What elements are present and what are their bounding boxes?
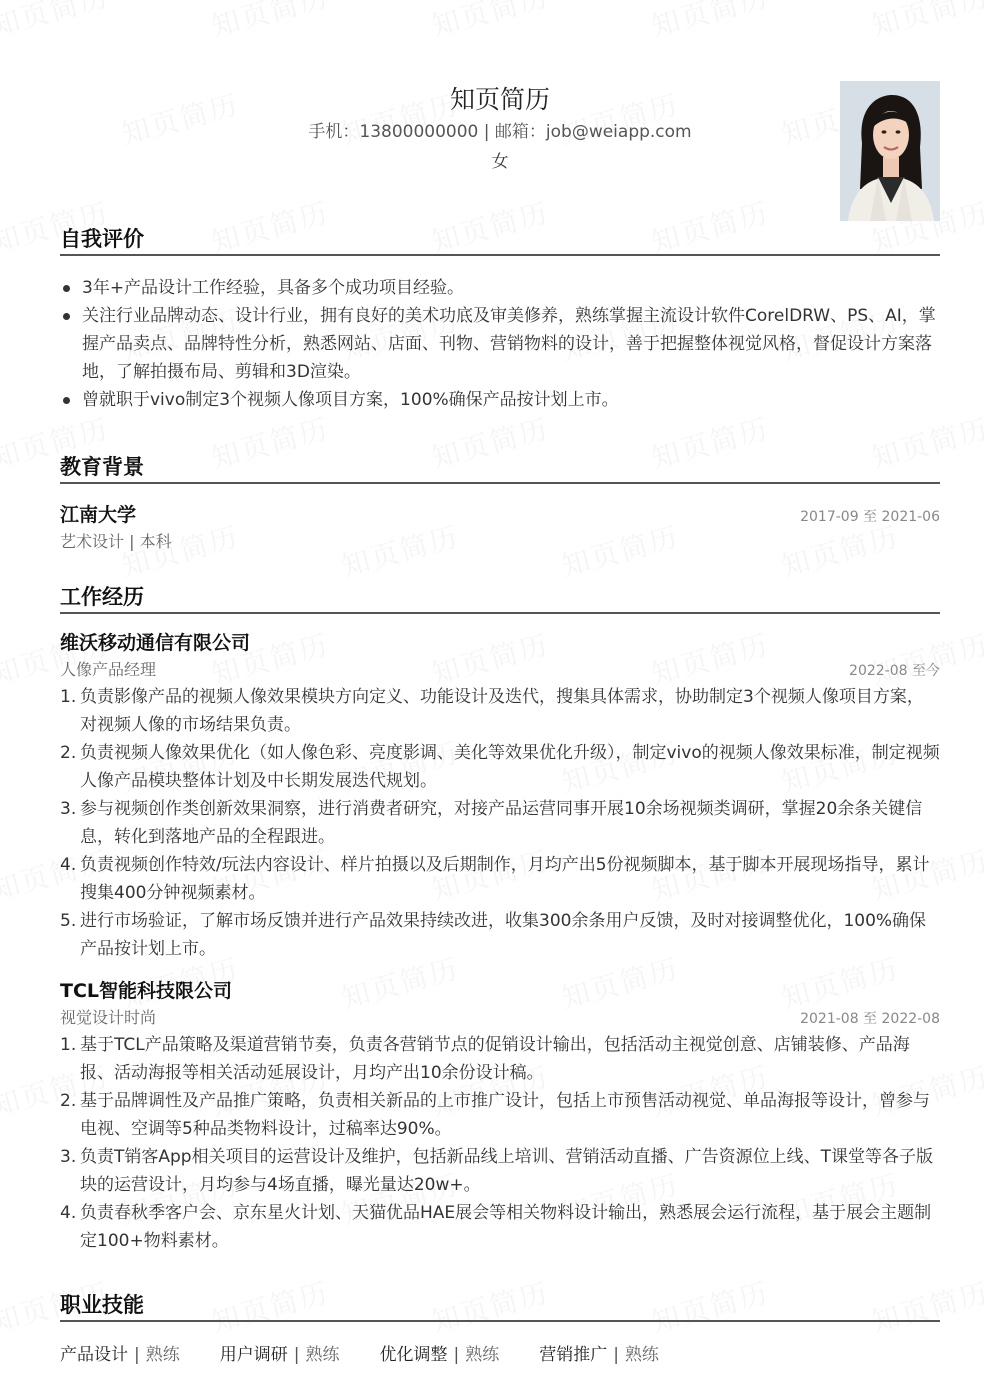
duty-item: 2. 负责视频人像效果优化（如人像色彩、亮度影调、美化等效果优化升级），制定vivo的视频人像效果标准，制定视频人像产品模块整体计划及中长期发展迭代规划。	[60, 743, 940, 791]
duty-list	[60, 683, 940, 963]
duty-item: 1. 负责影像产品的视频人像效果模块方向定义、功能设计及迭代，搜集具体需求，协助制定3个视频人像项目方案，对视频人像的市场结果负责。	[60, 687, 924, 735]
skill-item: 优化调整 | 熟练	[379, 1345, 500, 1365]
school-name: 江南大学	[60, 504, 137, 526]
email-label: 邮箱：	[494, 122, 546, 142]
profile-photo	[840, 81, 940, 221]
job-position: 人像产品经理	[60, 660, 157, 679]
summary-item: 曾就职于vivo制定3个视频人像项目方案，100%确保产品按计划上市。	[60, 386, 940, 414]
education-dates: 2017-09 至 2021-06	[800, 509, 940, 525]
skills-list	[60, 1340, 940, 1365]
duty-item: 3. 参与视频创作类创新效果洞察，进行消费者研究，对接产品运营同事开展10余场视频类调研，掌握20余条关键信息，转化到落地产品的全程跟进。	[60, 799, 923, 847]
education-row	[60, 501, 940, 529]
duty-item: 2. 基于品牌调性及产品推广策略，负责相关新品的上市推广设计，包括上市预售活动视觉、单品海报等设计，曾参与电视、空调等5种品类物料设计，过稿率达90%。	[60, 1091, 930, 1139]
job-meta-row	[60, 657, 940, 683]
phone-value: 13800000000	[359, 122, 479, 142]
work-title: 工作经历	[60, 583, 940, 614]
gender: 女	[491, 152, 509, 172]
phone-label: 手机：	[308, 122, 360, 142]
contact-divider: |	[478, 122, 495, 142]
skills-title: 职业技能	[60, 1291, 940, 1322]
job-position: 视觉设计时尚	[60, 1008, 157, 1027]
contact-line	[60, 117, 940, 142]
duty-item: 4. 负责视频创作特效/玩法内容设计、样片拍摄以及后期制作，月均产出5份视频脚本，基于脚本开展现场指导，累计搜集400分钟视频素材。	[60, 855, 930, 903]
skill-item: 产品设计 | 熟练	[60, 1345, 180, 1365]
candidate-name: 知页简历	[449, 85, 550, 114]
duty-item: 3. 负责T销客App相关项目的运营设计及维护，包括新品线上培训、营销活动直播、广告资源位上线、T课堂等各子版块的运营设计，月均参与4场直播，曝光量达20w+。	[60, 1147, 933, 1195]
portrait-illustration	[840, 81, 940, 221]
summary-item: 3年+产品设计工作经验，具备多个成功项目经验。	[60, 274, 940, 302]
skill-item: 营销推广 | 熟练	[539, 1345, 659, 1365]
education-title: 教育背景	[60, 453, 940, 484]
education-section	[60, 453, 940, 555]
summary-title: 自我评价	[60, 225, 940, 256]
job-dates: 2021-08 至 2022-08	[800, 1011, 940, 1027]
work-section	[60, 583, 940, 1255]
skill-item: 用户调研 | 熟练	[219, 1345, 340, 1365]
job-dates: 2022-08 至今	[849, 663, 940, 679]
skills-section	[60, 1291, 940, 1365]
resume-page	[60, 0, 940, 1365]
summary-section	[60, 225, 940, 414]
duty-item: 4. 负责春秋季客户会、京东星火计划、天猫优品HAE展会等相关物料设计输出，熟悉展会运行流程，基于展会主题制定100+物料素材。	[60, 1203, 932, 1251]
job-meta-row	[60, 1005, 940, 1031]
company-name: 维沃移动通信有限公司	[60, 632, 251, 654]
job-entry	[60, 977, 940, 1255]
email-value: job@weiapp.com	[545, 122, 692, 142]
company-name: TCL智能科技限公司	[60, 980, 233, 1002]
duty-item: 5. 进行市场验证，了解市场反馈并进行产品效果持续改进，收集300余条用户反馈，及时对接调整优化，100%确保产品按计划上市。	[60, 911, 927, 959]
job-entry	[60, 629, 940, 963]
resume-header	[60, 0, 940, 225]
summary-list	[60, 274, 940, 414]
summary-item: 关注行业品牌动态、设计行业，拥有良好的美术功底及审美修养，熟练掌握主流设计软件CorelDRW、PS、AI，掌握产品卖点、品牌特性分析，熟悉网站、店面、刊物、营销物料的设计，善于把握整体视觉风格，督促设计方案落地，了解拍摄布局、剪辑和3D渲染。	[60, 302, 940, 386]
major-degree: 艺术设计 | 本科	[60, 532, 172, 551]
duty-item: 1. 基于TCL产品策略及渠道营销节奏，负责各营销节点的促销设计输出，包括活动主视觉创意、店铺装修、产品海报、活动海报等相关活动延展设计，月均产出10余份设计稿。	[60, 1035, 910, 1083]
duty-list	[60, 1031, 940, 1255]
